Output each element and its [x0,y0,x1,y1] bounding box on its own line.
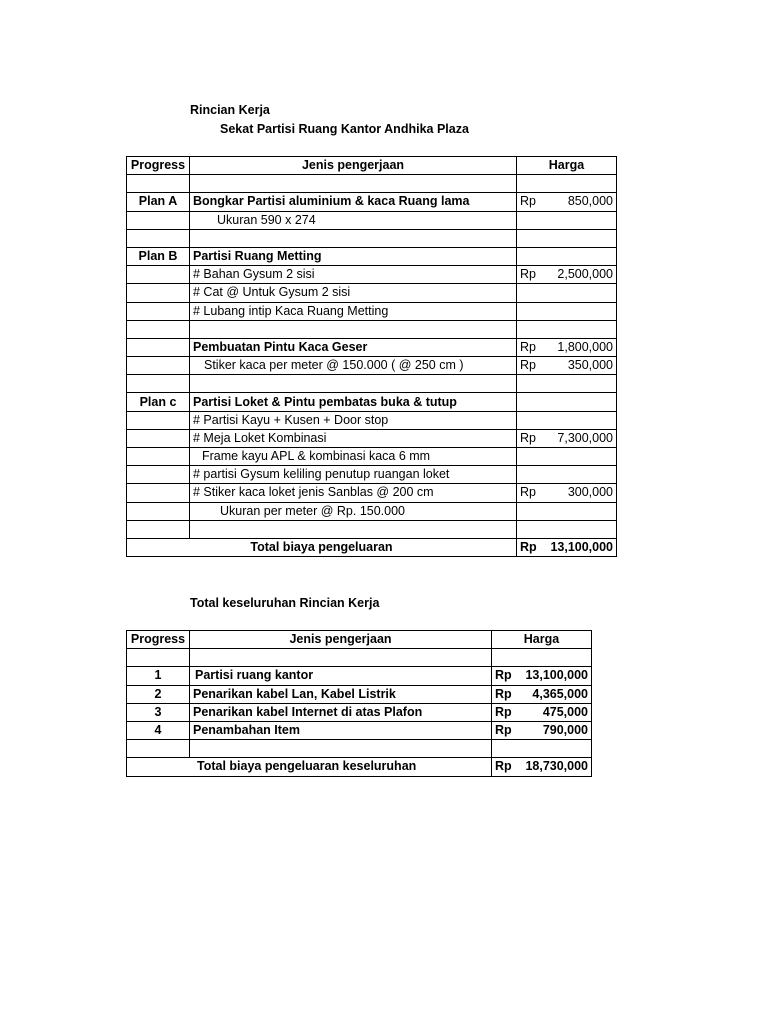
progress-cell [127,284,190,302]
table-row [127,484,617,502]
total-label: Total biaya pengeluaran [127,538,517,556]
amount-cell: 7,300,000 [543,429,617,447]
header-progress: Progress [127,631,190,649]
currency-cell [517,466,544,484]
progress-cell [127,229,190,247]
amount-cell [518,649,592,667]
currency-cell: Rp [492,667,519,685]
grand-total-amount: 18,730,000 [518,758,592,776]
description-cell: # Meja Loket Kombinasi [190,429,517,447]
description-cell: Ukuran 590 x 274 [190,211,517,229]
total-amount: 13,100,000 [543,538,617,556]
progress-cell [127,740,190,758]
description-cell: Frame kayu APL & kombinasi kaca 6 mm [190,448,517,466]
currency-cell [517,211,544,229]
table-row [127,411,617,429]
progress-cell: 2 [127,685,190,703]
description-cell: # Partisi Kayu + Kusen + Door stop [190,411,517,429]
currency-cell: Rp [517,193,544,211]
currency-cell [517,302,544,320]
total-row [127,758,592,776]
progress-cell [127,338,190,356]
currency-cell [517,448,544,466]
amount-cell [543,448,617,466]
currency-cell [517,502,544,520]
currency-cell [492,740,519,758]
progress-cell [127,211,190,229]
header-price: Harga [492,631,592,649]
description-cell: # Bahan Gysum 2 sisi [190,266,517,284]
table-header-row [127,157,617,175]
currency-cell [517,375,544,393]
table-row [127,740,592,758]
table-row [127,338,617,356]
currency-cell [517,229,544,247]
progress-cell: 1 [127,667,190,685]
amount-cell: 1,800,000 [543,338,617,356]
table-row [127,302,617,320]
amount-cell [543,211,617,229]
amount-cell [543,411,617,429]
amount-cell: 850,000 [543,193,617,211]
currency-cell [492,649,519,667]
currency-cell: Rp [492,721,519,739]
total-currency: Rp [517,538,544,556]
progress-cell [127,357,190,375]
grand-total-label: Total biaya pengeluaran keseluruhan [127,758,492,776]
description-cell [190,740,492,758]
description-cell: Penambahan Item [190,721,492,739]
table-row [127,375,617,393]
progress-cell [127,411,190,429]
currency-cell [517,175,544,193]
description-cell [190,649,492,667]
description-cell: Stiker kaca per meter @ 150.000 ( @ 250 cm ) [190,357,517,375]
table-row [127,284,617,302]
amount-cell [543,284,617,302]
description-cell: # Lubang intip Kaca Ruang Metting [190,302,517,320]
progress-cell [127,266,190,284]
description-cell: Partisi ruang kantor [190,667,492,685]
amount-cell [543,175,617,193]
progress-cell [127,502,190,520]
description-cell [190,320,517,338]
table-row [127,320,617,338]
header-price: Harga [517,157,617,175]
description-cell: Partisi Ruang Metting [190,247,517,265]
table-row [127,520,617,538]
table-row [127,266,617,284]
amount-cell [543,520,617,538]
table-row [127,429,617,447]
progress-cell: 3 [127,703,190,721]
table-row [127,211,617,229]
table-row [127,357,617,375]
currency-cell: Rp [517,266,544,284]
amount-cell [543,502,617,520]
table-row [127,448,617,466]
description-cell: Partisi Loket & Pintu pembatas buka & tutup [190,393,517,411]
amount-cell [543,229,617,247]
header-description: Jenis pengerjaan [190,157,517,175]
progress-cell: Plan c [127,393,190,411]
amount-cell: 13,100,000 [518,667,592,685]
progress-cell [127,429,190,447]
description-cell [190,375,517,393]
table-row [127,721,592,739]
summary-title: Total keseluruhan Rincian Kerja [190,596,380,610]
progress-cell [127,320,190,338]
table-row [127,247,617,265]
page-title: Rincian Kerja [190,103,270,117]
description-cell: Penarikan kabel Internet di atas Plafon [190,703,492,721]
table-row [127,466,617,484]
progress-cell [127,448,190,466]
amount-cell: 4,365,000 [518,685,592,703]
description-cell: # partisi Gysum keliling penutup ruangan loket [190,466,517,484]
progress-cell [127,375,190,393]
total-row [127,538,617,556]
currency-cell [517,320,544,338]
progress-cell [127,649,190,667]
table-row [127,685,592,703]
work-details-table [126,156,617,557]
table-header-row [127,631,592,649]
description-cell: Penarikan kabel Lan, Kabel Listrik [190,685,492,703]
currency-cell: Rp [492,703,519,721]
amount-cell: 300,000 [543,484,617,502]
progress-cell [127,520,190,538]
description-cell [190,520,517,538]
table-row [127,703,592,721]
amount-cell [543,375,617,393]
summary-table [126,630,592,777]
progress-cell [127,466,190,484]
currency-cell: Rp [517,484,544,502]
amount-cell [543,466,617,484]
description-cell [190,175,517,193]
amount-cell [543,247,617,265]
grand-total-currency: Rp [492,758,519,776]
progress-cell: 4 [127,721,190,739]
amount-cell [543,393,617,411]
amount-cell [543,320,617,338]
table-row [127,667,592,685]
table-row [127,193,617,211]
currency-cell [517,284,544,302]
description-cell: # Stiker kaca loket jenis Sanblas @ 200 cm [190,484,517,502]
currency-cell: Rp [517,357,544,375]
currency-cell: Rp [492,685,519,703]
table-row [127,502,617,520]
progress-cell: Plan B [127,247,190,265]
amount-cell: 2,500,000 [543,266,617,284]
description-cell [190,229,517,247]
page-subtitle: Sekat Partisi Ruang Kantor Andhika Plaza [220,122,469,136]
table-row [127,649,592,667]
header-description: Jenis pengerjaan [190,631,492,649]
amount-cell: 790,000 [518,721,592,739]
progress-cell [127,302,190,320]
amount-cell: 350,000 [543,357,617,375]
amount-cell: 475,000 [518,703,592,721]
table-row [127,175,617,193]
header-progress: Progress [127,157,190,175]
description-cell: Bongkar Partisi aluminium & kaca Ruang lama [190,193,517,211]
description-cell: Pembuatan Pintu Kaca Geser [190,338,517,356]
progress-cell [127,484,190,502]
currency-cell [517,411,544,429]
currency-cell [517,393,544,411]
table-row [127,229,617,247]
currency-cell: Rp [517,338,544,356]
progress-cell [127,175,190,193]
table-row [127,393,617,411]
amount-cell [543,302,617,320]
currency-cell: Rp [517,429,544,447]
description-cell: Ukuran per meter @ Rp. 150.000 [190,502,517,520]
description-cell: # Cat @ Untuk Gysum 2 sisi [190,284,517,302]
currency-cell [517,247,544,265]
progress-cell: Plan A [127,193,190,211]
amount-cell [518,740,592,758]
currency-cell [517,520,544,538]
